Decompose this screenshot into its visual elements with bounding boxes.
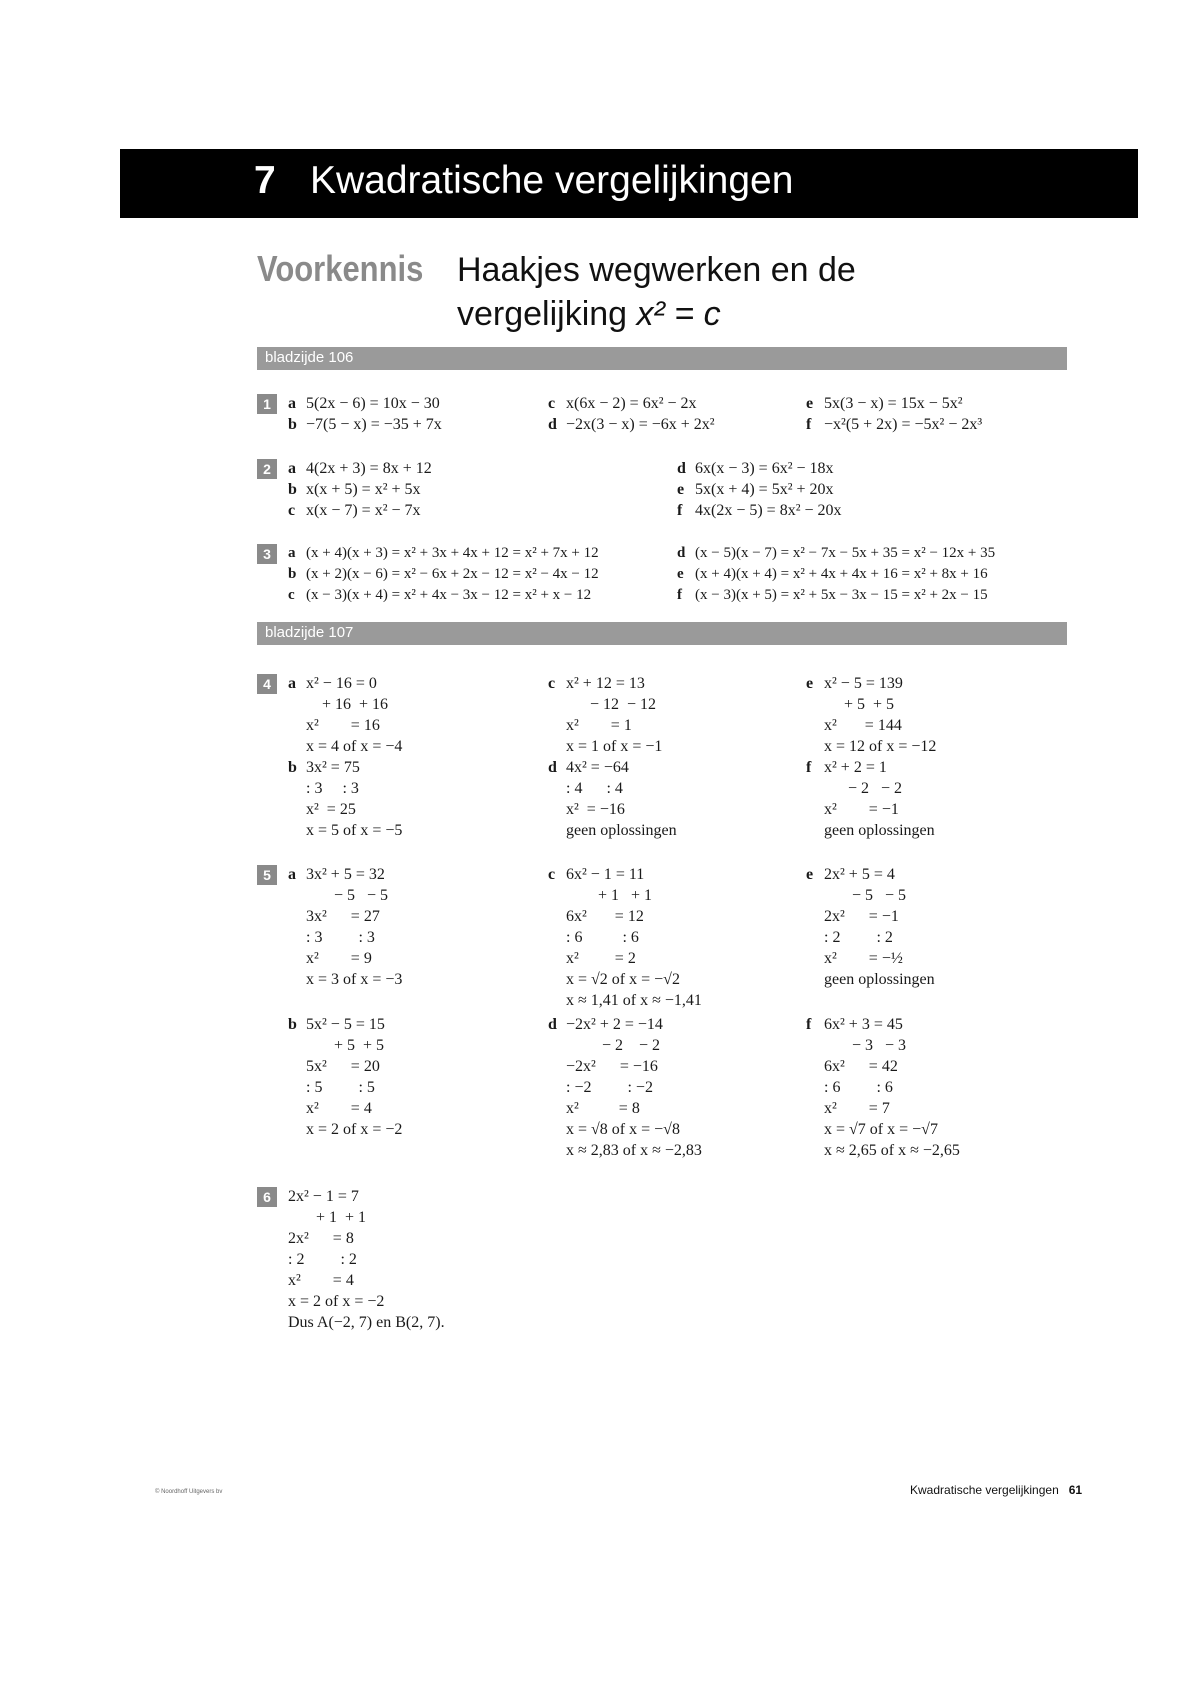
footer-copyright: © Noordhoff Uitgevers bv: [155, 1489, 223, 1495]
exercise-part: [548, 393, 697, 414]
part-line: + 1 + 1: [288, 1209, 367, 1226]
part-line: 5x² = 20: [306, 1058, 380, 1075]
part-line: x² = −16: [566, 801, 625, 818]
part-label: c: [548, 395, 556, 412]
page-bar-107: [257, 622, 1067, 645]
part-line: (x − 3)(x + 4) = x² + 4x − 3x − 12 = x² + x − 12: [306, 587, 592, 603]
part-line: geen oplossingen: [824, 822, 935, 839]
part-line: 4x² = −64: [566, 759, 629, 776]
part-line: x² = 9: [306, 950, 372, 967]
part-line: 5(2x − 6) = 10x − 30: [306, 395, 440, 412]
part-line: −2x(3 − x) = −6x + 2x²: [566, 416, 715, 433]
part-line: − 5 − 5: [824, 887, 907, 904]
part-line: (x + 2)(x − 6) = x² − 6x + 2x − 12 = x² − 4x − 12: [306, 566, 599, 582]
part-line: : 3 : 3: [306, 929, 375, 946]
part-line: x = 1 of x = −1: [566, 738, 663, 755]
part-line: x² = 25: [306, 801, 356, 818]
exercise-part: [806, 414, 982, 435]
part-line: (x − 5)(x − 7) = x² − 7x − 5x + 35 = x² − 12x + 35: [695, 545, 996, 561]
exercise-number: 4: [257, 674, 277, 694]
part-line: x = 2 of x = −2: [306, 1121, 403, 1138]
exercise-number: 2: [257, 459, 277, 479]
exercise-part: [548, 414, 715, 435]
part-line: 5x² − 5 = 15: [306, 1016, 385, 1033]
exercise-part: [548, 673, 662, 757]
exercise-part: [677, 585, 988, 606]
chapter-number: 7: [254, 159, 276, 202]
exercise-part: [288, 1186, 445, 1333]
part-label: f: [677, 502, 683, 519]
part-line: geen oplossingen: [566, 822, 677, 839]
exercise-part: [806, 1014, 960, 1161]
part-line: x² = 2: [566, 950, 636, 967]
exercise-number: 5: [257, 865, 277, 885]
part-label: d: [548, 416, 557, 433]
part-label: a: [288, 545, 296, 561]
part-label: d: [677, 460, 686, 477]
part-line: Dus A(−2, 7) en B(2, 7).: [288, 1314, 445, 1331]
part-line: x² = 4: [288, 1272, 354, 1289]
part-line: x² = 4: [306, 1100, 372, 1117]
part-label: b: [288, 481, 297, 498]
exercise-part: [548, 757, 677, 841]
part-label: a: [288, 675, 296, 692]
section-title-line1: Haakjes wegwerken en de: [457, 251, 856, 289]
part-line: : 2 : 2: [288, 1251, 357, 1268]
part-line: −7(5 − x) = −35 + 7x: [306, 416, 442, 433]
exercise-number: 1: [257, 394, 277, 414]
exercise-part: [288, 414, 442, 435]
exercise-part: [677, 479, 834, 500]
part-label: d: [548, 1016, 557, 1033]
part-line: + 5 + 5: [824, 696, 895, 713]
exercise-part: [806, 673, 936, 757]
part-label: c: [288, 587, 295, 603]
part-line: (x + 4)(x + 4) = x² + 4x + 4x + 16 = x² + 8x + 16: [695, 566, 988, 582]
part-line: 2x² − 1 = 7: [288, 1188, 359, 1205]
part-line: : 6 : 6: [824, 1079, 893, 1096]
page-number: 61: [1068, 1483, 1083, 1497]
part-line: x ≈ 2,83 of x ≈ −2,83: [566, 1142, 702, 1159]
part-line: x(x + 5) = x² + 5x: [306, 481, 421, 498]
part-label: e: [806, 675, 814, 692]
part-line: 3x² + 5 = 32: [306, 866, 385, 883]
part-label: a: [288, 460, 296, 477]
part-label: a: [288, 866, 296, 883]
part-line: x ≈ 1,41 of x ≈ −1,41: [566, 992, 702, 1009]
part-line: x = 3 of x = −3: [306, 971, 403, 988]
exercise-part: [288, 393, 440, 414]
part-label: d: [677, 545, 686, 561]
exercise-part: [677, 500, 842, 521]
part-line: x² = 16: [306, 717, 380, 734]
part-line: x² = −1: [824, 801, 899, 818]
part-line: : 3 : 3: [306, 780, 359, 797]
part-line: − 2 − 2: [824, 780, 903, 797]
part-line: : 4 : 4: [566, 780, 623, 797]
part-line: x = 5 of x = −5: [306, 822, 403, 839]
section-title-formula: x² = c: [636, 295, 721, 333]
part-label: f: [677, 587, 682, 603]
chapter-header: [120, 149, 1138, 218]
part-line: 4x(2x − 5) = 8x² − 20x: [695, 502, 842, 519]
part-label: c: [288, 502, 296, 519]
part-label: d: [548, 759, 557, 776]
section-title: [457, 248, 1057, 336]
part-line: x² = 7: [824, 1100, 890, 1117]
page-bar-label: bladzijde 107: [265, 624, 354, 641]
part-line: 3x² = 75: [306, 759, 360, 776]
part-line: −x²(5 + 2x) = −5x² − 2x³: [824, 416, 983, 433]
part-line: 4(2x + 3) = 8x + 12: [306, 460, 432, 477]
part-line: − 3 − 3: [824, 1037, 907, 1054]
exercise-part: [677, 564, 988, 585]
part-line: (x − 3)(x + 5) = x² + 5x − 3x − 15 = x² + 2x − 15: [695, 587, 988, 603]
part-label: b: [288, 416, 297, 433]
part-line: (x + 4)(x + 3) = x² + 3x + 4x + 12 = x² + 7x + 12: [306, 545, 599, 561]
page-bar-label: bladzijde 106: [265, 349, 354, 366]
part-label: c: [548, 866, 556, 883]
part-label: b: [288, 759, 297, 776]
exercise-number: 3: [257, 544, 277, 564]
part-line: : −2 : −2: [566, 1079, 653, 1096]
part-line: : 6 : 6: [566, 929, 639, 946]
exercise-part: [288, 757, 402, 841]
part-line: 2x² = 8: [288, 1230, 354, 1247]
part-line: − 12 − 12: [566, 696, 657, 713]
part-line: − 5 − 5: [306, 887, 389, 904]
part-label: e: [677, 566, 684, 582]
part-line: x = √7 of x = −√7: [824, 1121, 938, 1138]
part-line: + 16 + 16: [306, 696, 389, 713]
part-line: x = √8 of x = −√8: [566, 1121, 680, 1138]
part-line: 2x² + 5 = 4: [824, 866, 895, 883]
part-line: 3x² = 27: [306, 908, 380, 925]
part-line: 6x² = 42: [824, 1058, 898, 1075]
part-label: e: [806, 866, 814, 883]
part-line: + 1 + 1: [566, 887, 653, 904]
part-line: x² + 12 = 13: [566, 675, 645, 692]
footer-chapter: Kwadratische vergelijkingen: [910, 1483, 1059, 1497]
exercise-part: [288, 864, 402, 990]
part-label: f: [806, 1016, 812, 1033]
part-line: x² + 2 = 1: [824, 759, 887, 776]
exercise-part: [288, 458, 432, 479]
part-line: x = 12 of x = −12: [824, 738, 937, 755]
page-bar-106: [257, 347, 1067, 370]
part-line: x² = 1: [566, 717, 632, 734]
part-line: x(x − 7) = x² − 7x: [306, 502, 421, 519]
part-line: x² = 144: [824, 717, 902, 734]
exercise-part: [288, 543, 599, 564]
exercise-part: [288, 1014, 402, 1140]
exercise-number: 6: [257, 1187, 277, 1207]
part-line: x ≈ 2,65 of x ≈ −2,65: [824, 1142, 960, 1159]
part-line: − 2 − 2: [566, 1037, 661, 1054]
part-line: 6x² + 3 = 45: [824, 1016, 903, 1033]
part-line: x(6x − 2) = 6x² − 2x: [566, 395, 697, 412]
part-line: 5x(x + 4) = 5x² + 20x: [695, 481, 834, 498]
part-line: geen oplossingen: [824, 971, 935, 988]
exercise-part: [548, 864, 702, 1011]
chapter-title: Kwadratische vergelijkingen: [310, 159, 794, 202]
part-line: : 2 : 2: [824, 929, 893, 946]
part-line: + 5 + 5: [306, 1037, 385, 1054]
part-line: x² − 16 = 0: [306, 675, 377, 692]
footer-running-title: [910, 1483, 1082, 1497]
part-label: c: [548, 675, 556, 692]
part-line: 6x(x − 3) = 6x² − 18x: [695, 460, 834, 477]
section-label: Voorkennis: [257, 248, 424, 289]
exercise-part: [288, 479, 421, 500]
exercise-part: [288, 500, 421, 521]
exercise-part: [677, 543, 995, 564]
part-label: b: [288, 1016, 297, 1033]
part-line: 6x² − 1 = 11: [566, 866, 645, 883]
exercise-part: [677, 458, 834, 479]
part-line: x = 2 of x = −2: [288, 1293, 385, 1310]
exercise-part: [806, 864, 935, 990]
part-label: f: [806, 759, 812, 776]
part-line: 6x² = 12: [566, 908, 644, 925]
part-label: a: [288, 395, 296, 412]
exercise-part: [288, 673, 402, 757]
part-line: x = 4 of x = −4: [306, 738, 403, 755]
section-title-line2: vergelijking: [457, 295, 637, 333]
exercise-part: [806, 757, 935, 841]
exercise-part: [288, 564, 599, 585]
part-line: −2x² + 2 = −14: [566, 1016, 663, 1033]
part-line: x² = −½: [824, 950, 903, 967]
part-line: : 5 : 5: [306, 1079, 375, 1096]
part-line: x² − 5 = 139: [824, 675, 903, 692]
exercise-part: [288, 585, 591, 606]
part-line: x = √2 of x = −√2: [566, 971, 680, 988]
part-label: e: [677, 481, 685, 498]
exercise-part: [806, 393, 963, 414]
exercise-part: [548, 1014, 702, 1161]
part-line: −2x² = −16: [566, 1058, 658, 1075]
part-line: x² = 8: [566, 1100, 640, 1117]
part-label: b: [288, 566, 297, 582]
part-label: e: [806, 395, 814, 412]
part-line: 2x² = −1: [824, 908, 899, 925]
part-line: 5x(3 − x) = 15x − 5x²: [824, 395, 963, 412]
part-label: f: [806, 416, 812, 433]
